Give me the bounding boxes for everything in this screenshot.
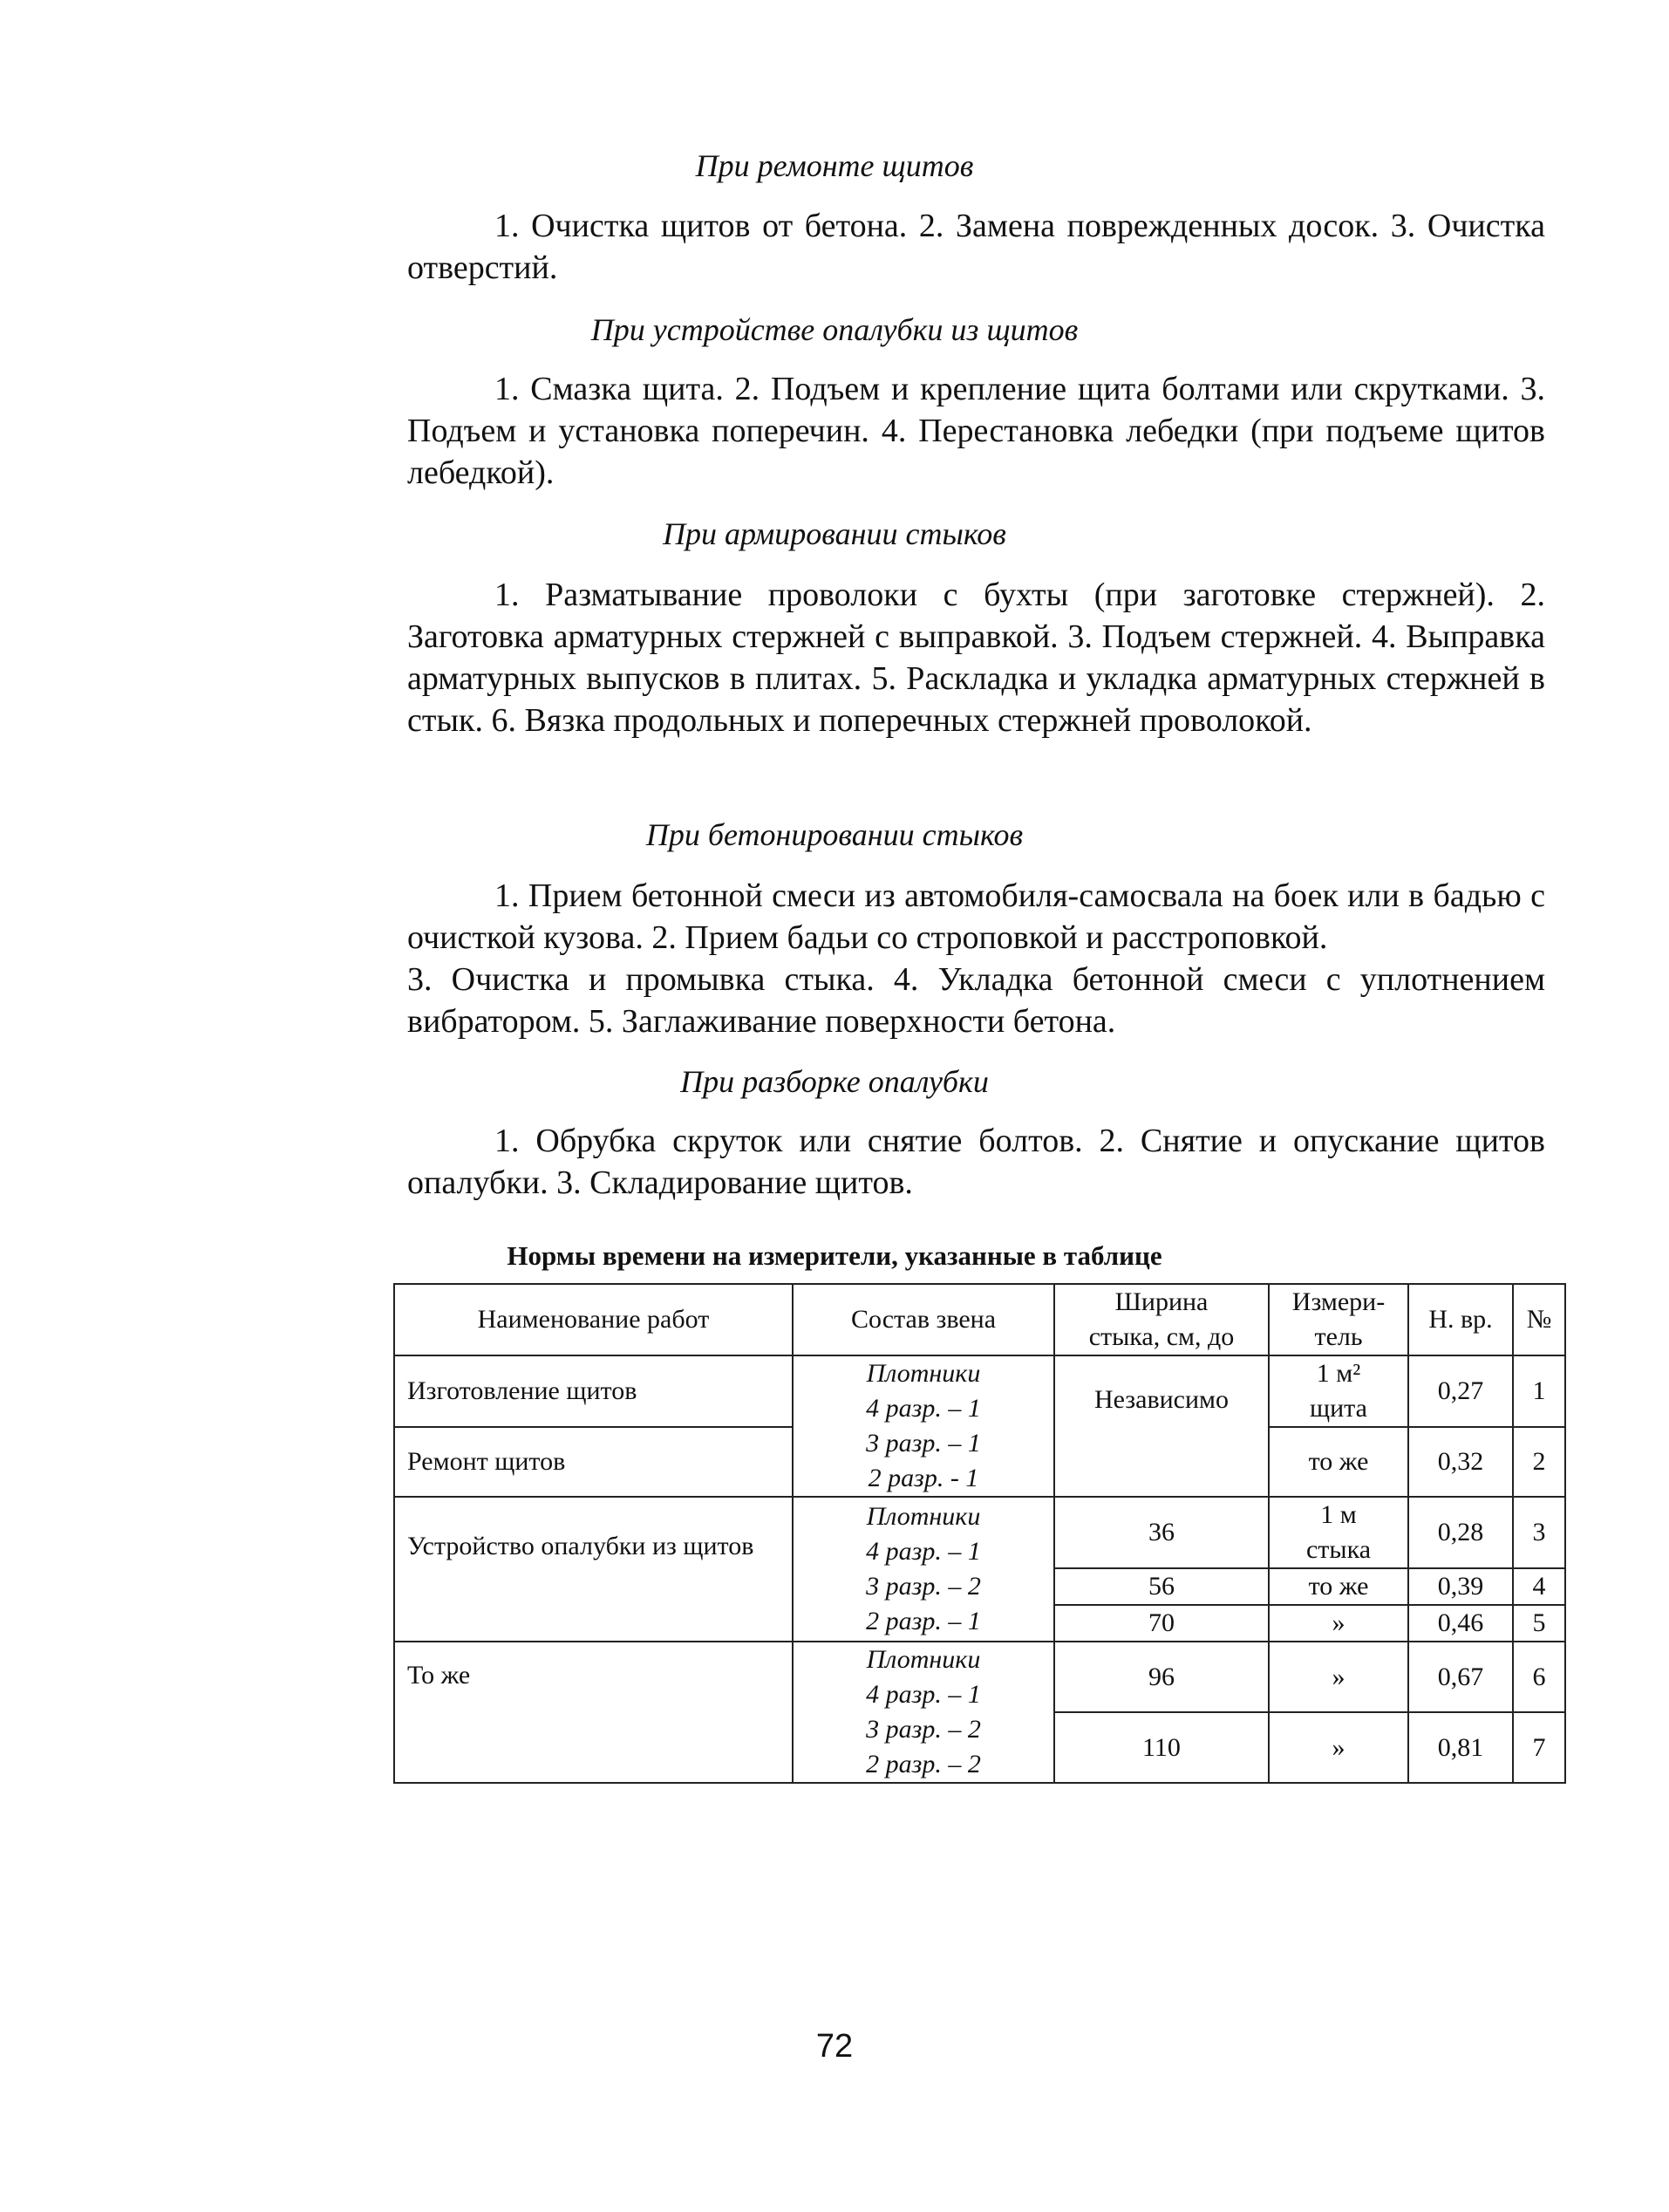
norms-table bbox=[393, 1283, 1566, 1784]
section-heading-formwork-install: При устройстве опалубки из щитов bbox=[590, 312, 1079, 347]
cell-name: То же bbox=[394, 1642, 793, 1783]
section-heading-reinforcement: При армировании стыков bbox=[663, 516, 1006, 551]
page-number: 72 bbox=[815, 2028, 854, 2065]
section-heading-repair: При ремонте щитов bbox=[695, 148, 974, 183]
cell-num: 1 bbox=[1513, 1355, 1565, 1427]
paragraph: 3. Очистка и промывка стыка. 4. Укладка бетонной смеси с уплотнением вибратором. 5. Заглаживание поверхности бетона. bbox=[407, 961, 1545, 1040]
header-width-line: стыка, см, до bbox=[1088, 1322, 1235, 1351]
cell-num: 4 bbox=[1513, 1568, 1565, 1605]
header-unit-line: тель bbox=[1314, 1322, 1363, 1351]
header-unit bbox=[1269, 1284, 1408, 1355]
paragraph: 1. Смазка щита. 2. Подъем и крепление щита болтами или скрутками. 3. Подъем и установка поперечин. 4. Перестановка лебедки (при подъеме щитов лебедкой). bbox=[407, 371, 1545, 491]
table-row bbox=[394, 1355, 1565, 1427]
cell-width: 56 bbox=[1054, 1568, 1269, 1605]
cell-norm: 0,28 bbox=[1408, 1497, 1513, 1568]
table-title: Нормы времени на измерители, указанные в таблице bbox=[507, 1240, 1162, 1271]
header-num: № bbox=[1513, 1284, 1565, 1355]
section-heading-concreting: При бетонировании стыков bbox=[645, 817, 1024, 852]
cell-width: Независимо bbox=[1054, 1355, 1269, 1497]
header-norm: Н. вр. bbox=[1408, 1284, 1513, 1355]
cell-norm: 0,81 bbox=[1408, 1712, 1513, 1783]
cell-num: 6 bbox=[1513, 1642, 1565, 1712]
section-text-formwork-install bbox=[407, 368, 1545, 494]
table-header-row bbox=[394, 1284, 1565, 1355]
table-row bbox=[394, 1642, 1565, 1712]
cell-unit bbox=[1269, 1355, 1408, 1427]
cell-unit: » bbox=[1269, 1712, 1408, 1783]
crew-line: 4 разр. – 1 bbox=[866, 1537, 981, 1566]
crew-line: 2 разр. - 1 bbox=[868, 1464, 979, 1492]
cell-unit: » bbox=[1269, 1605, 1408, 1642]
cell-name: Изготовление щитов bbox=[394, 1355, 793, 1427]
header-width bbox=[1054, 1284, 1269, 1355]
section-heading-dismantling: При разборке опалубки bbox=[680, 1064, 989, 1099]
crew-line: 4 разр. – 1 bbox=[866, 1394, 981, 1423]
unit-line: стыка bbox=[1305, 1535, 1372, 1564]
section-text-dismantling bbox=[407, 1120, 1545, 1204]
cell-norm: 0,27 bbox=[1408, 1355, 1513, 1427]
cell-crew bbox=[793, 1497, 1054, 1642]
cell-num: 2 bbox=[1513, 1427, 1565, 1497]
header-width-line: Ширина bbox=[1114, 1287, 1209, 1316]
crew-line: Плотники bbox=[866, 1502, 981, 1531]
crew-line: 3 разр. – 1 bbox=[866, 1429, 981, 1458]
cell-width: 70 bbox=[1054, 1605, 1269, 1642]
cell-num: 5 bbox=[1513, 1605, 1565, 1642]
cell-unit bbox=[1269, 1497, 1408, 1568]
cell-width: 96 bbox=[1054, 1642, 1269, 1712]
cell-name: Устройство опалубки из щитов bbox=[394, 1497, 793, 1642]
cell-num: 7 bbox=[1513, 1712, 1565, 1783]
paragraph: 1. Прием бетонной смеси из автомобиля-самосвала на боек или в бадью с очисткой кузова. 2. Прием бадьи со строповкой и расстроповкой. bbox=[407, 877, 1545, 956]
cell-width: 36 bbox=[1054, 1497, 1269, 1568]
paragraph: 1. Очистка щитов от бетона. 2. Замена поврежденных досок. 3. Очистка отверстий. bbox=[407, 208, 1545, 286]
header-crew: Состав звена bbox=[793, 1284, 1054, 1355]
cell-num: 3 bbox=[1513, 1497, 1565, 1568]
paragraph: 1. Разматывание проволоки с бухты (при заготовке стержней). 2. Заготовка арматурных стержней с выправкой. 3. Подъем стержней. 4. Выправка арматурных выпусков в плитах. 5. Раскладка и укладка арматурных стержней в стык. 6. Вязка продольных и поперечных стержней проволокой. bbox=[407, 577, 1545, 739]
header-name: Наименование работ bbox=[394, 1284, 793, 1355]
cell-norm: 0,39 bbox=[1408, 1568, 1513, 1605]
section-text-reinforcement bbox=[407, 574, 1545, 741]
cell-crew bbox=[793, 1642, 1054, 1783]
cell-crew bbox=[793, 1355, 1054, 1497]
cell-unit: то же bbox=[1269, 1427, 1408, 1497]
paragraph: 1. Обрубка скруток или снятие болтов. 2. Снятие и опускание щитов опалубки. 3. Складирование щитов. bbox=[407, 1123, 1545, 1201]
crew-line: 4 разр. – 1 bbox=[866, 1680, 981, 1709]
crew-line: 2 разр. – 1 bbox=[866, 1607, 981, 1635]
header-unit-line: Измери- bbox=[1291, 1287, 1386, 1316]
crew-line: 3 разр. – 2 bbox=[866, 1715, 981, 1744]
cell-name: Ремонт щитов bbox=[394, 1427, 793, 1497]
unit-line: 1 м² bbox=[1316, 1359, 1361, 1388]
cell-norm: 0,67 bbox=[1408, 1642, 1513, 1712]
cell-norm: 0,46 bbox=[1408, 1605, 1513, 1642]
cell-unit: то же bbox=[1269, 1568, 1408, 1605]
crew-line: Плотники bbox=[866, 1359, 981, 1388]
crew-line: 3 разр. – 2 bbox=[866, 1572, 981, 1601]
cell-unit: » bbox=[1269, 1642, 1408, 1712]
cell-norm: 0,32 bbox=[1408, 1427, 1513, 1497]
crew-line: 2 разр. – 2 bbox=[866, 1750, 981, 1778]
unit-line: 1 м bbox=[1320, 1500, 1357, 1529]
section-text-concreting bbox=[407, 875, 1545, 1042]
table-row bbox=[394, 1497, 1565, 1568]
unit-line: щита bbox=[1310, 1394, 1367, 1423]
section-text-repair bbox=[407, 205, 1545, 289]
crew-line: Плотники bbox=[866, 1645, 981, 1674]
cell-width: 110 bbox=[1054, 1712, 1269, 1783]
